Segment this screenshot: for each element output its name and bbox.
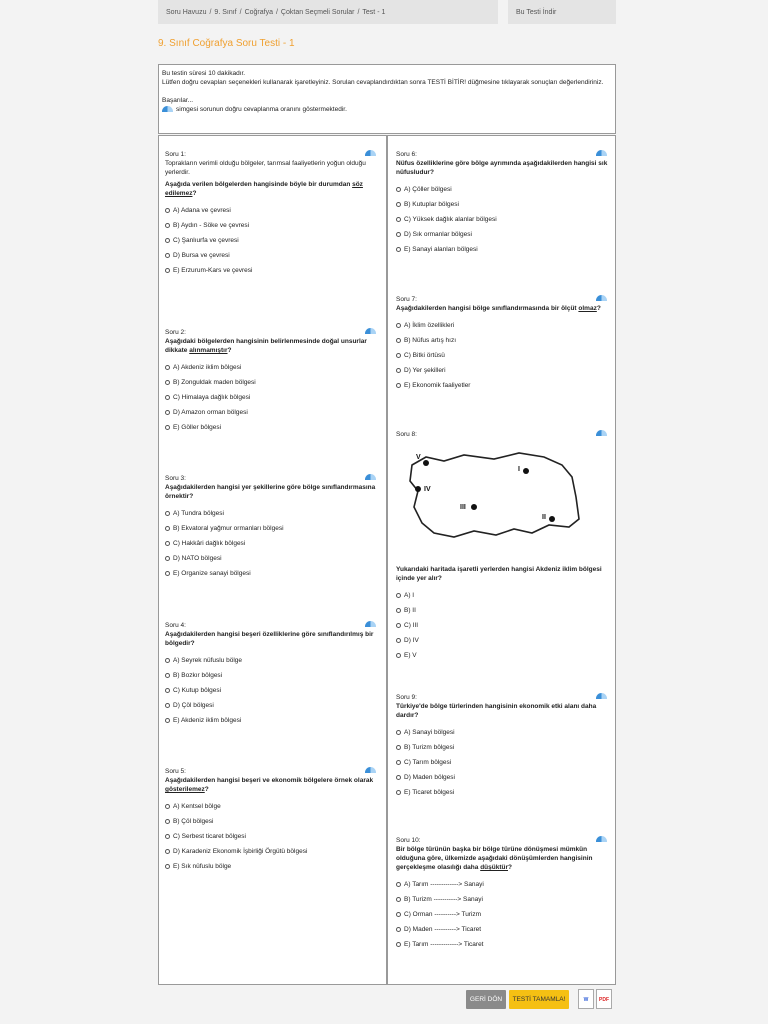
answer-option-label: E) Göller bölgesi [173, 424, 222, 431]
turkey-map-outline [404, 447, 584, 547]
answer-option[interactable] [396, 381, 608, 396]
answer-option-label: A) Kentsel bölge [173, 803, 221, 810]
map-label: III [460, 504, 466, 511]
answer-option[interactable] [165, 221, 377, 236]
radio-button[interactable] [165, 571, 170, 576]
questions-column-left [159, 136, 388, 984]
back-button[interactable]: GERİ DÖN [466, 990, 506, 1009]
radio-button[interactable] [396, 882, 401, 887]
answer-option[interactable] [396, 336, 608, 351]
radio-button[interactable] [165, 849, 170, 854]
radio-button[interactable] [396, 353, 401, 358]
success-rate-icon [365, 621, 376, 627]
answer-option[interactable] [165, 206, 377, 221]
success-rate-icon [365, 150, 376, 156]
answer-option[interactable] [165, 408, 377, 423]
breadcrumb-item: Test - 1 [362, 9, 386, 16]
answer-option[interactable] [396, 651, 608, 666]
question-number: Soru 2: [165, 329, 186, 336]
question-number: Soru 1: [165, 151, 186, 158]
answer-option-label: D) Maden ----------> Ticaret [404, 926, 482, 933]
answer-options [396, 591, 608, 666]
question-prompt: Bir bölge türünün başka bir bölge türüne dönüşmesi mümkün olduğuna göre, ülkemizde aşağıdaki dönüşümlerden hangisinin gerçekleşme olasılığı daha düşüktür? [396, 846, 593, 871]
radio-button[interactable] [396, 202, 401, 207]
answer-option[interactable] [396, 636, 608, 651]
answer-option-label: C) Bitki örtüsü [404, 352, 445, 359]
answer-option[interactable] [165, 509, 377, 524]
answer-option-label: C) Şanlıurfa ve çevresi [173, 237, 239, 244]
question-number: Soru 4: [165, 622, 186, 629]
radio-button[interactable] [396, 897, 401, 902]
radio-button[interactable] [165, 511, 170, 516]
answer-option-label: A) Akdeniz iklim bölgesi [173, 364, 242, 371]
intro-line: simgesi sorunun doğru cevaplanma oranını göstermektedir. [162, 105, 612, 114]
answer-option[interactable] [396, 910, 608, 925]
breadcrumb-item[interactable]: Çoktan Seçmeli Sorular [280, 9, 355, 16]
radio-button[interactable] [396, 942, 401, 947]
radio-button[interactable] [165, 864, 170, 869]
answer-option[interactable] [396, 621, 608, 636]
answer-option-label: E) Akdeniz iklim bölgesi [173, 717, 242, 724]
answer-option-label: B) Turizm bölgesi [404, 744, 455, 751]
answer-option-label: D) Amazon orman bölgesi [173, 409, 248, 416]
answer-option[interactable] [396, 788, 608, 803]
answer-option-label: A) Adana ve çevresi [173, 207, 231, 214]
answer-option-label: D) Maden bölgesi [404, 774, 455, 781]
radio-button[interactable] [165, 395, 170, 400]
success-rate-icon [596, 295, 607, 301]
question-5 [165, 767, 377, 877]
radio-button[interactable] [165, 819, 170, 824]
radio-button[interactable] [165, 425, 170, 430]
answer-option-label: A) Çöller bölgesi [404, 186, 452, 193]
map-label: II [542, 514, 546, 521]
question-number: Soru 3: [165, 475, 186, 482]
question-prompt: Türkiye'de bölge türlerinden hangisinin ekonomik etki alanı daha dardır? [396, 703, 597, 719]
answer-option[interactable] [165, 266, 377, 281]
radio-button[interactable] [165, 658, 170, 663]
answer-option[interactable] [165, 686, 377, 701]
questions-column-right [390, 136, 616, 984]
radio-button[interactable] [165, 703, 170, 708]
answer-option[interactable] [165, 393, 377, 408]
answer-option-label: E) Erzurum-Kars ve çevresi [173, 267, 253, 274]
answer-option-label: B) Nüfus artış hızı [404, 337, 457, 344]
answer-option-label: E) V [404, 652, 417, 659]
radio-button[interactable] [165, 410, 170, 415]
answer-option[interactable] [165, 671, 377, 686]
question-4 [165, 621, 377, 731]
question-number: Soru 5: [165, 768, 186, 775]
answer-option[interactable] [165, 569, 377, 584]
answer-option-label: A) Sanayi bölgesi [404, 729, 455, 736]
answer-options [165, 206, 377, 281]
answer-option[interactable] [396, 351, 608, 366]
radio-button[interactable] [165, 688, 170, 693]
answer-option-label: C) III [404, 622, 419, 629]
finish-test-button[interactable]: TESTİ TAMAMLA! [509, 990, 569, 1009]
radio-button[interactable] [165, 804, 170, 809]
question-1 [165, 150, 377, 281]
radio-button[interactable] [396, 217, 401, 222]
intro-line: Bu testin süresi 10 dakikadır. [162, 70, 246, 77]
answer-option[interactable] [396, 366, 608, 381]
answer-option-label: D) Karadeniz Ekonomik İşbirliği Örgütü bölgesi [173, 848, 308, 855]
question-prompt: Aşağıda verilen bölgelerden hangisinde böyle bir durumdan söz edilemez? [165, 181, 363, 197]
success-rate-icon [596, 430, 607, 436]
answer-option[interactable] [396, 606, 608, 621]
radio-button[interactable] [396, 368, 401, 373]
success-rate-icon [596, 693, 607, 699]
answer-option-label: E) Organize sanayi bölgesi [173, 570, 251, 577]
question-prompt: Nüfus özelliklerine göre bölge ayrımında aşağıdakilerden hangisi sık nüfusludur? [396, 160, 608, 176]
radio-button[interactable] [396, 730, 401, 735]
radio-button[interactable] [165, 365, 170, 370]
answer-option-label: A) Tarım -------------> Sanayi [404, 881, 484, 888]
success-rate-icon [596, 150, 607, 156]
question-8 [396, 430, 608, 666]
answer-option[interactable] [396, 185, 608, 200]
radio-button[interactable] [396, 760, 401, 765]
radio-button[interactable] [165, 556, 170, 561]
radio-button[interactable] [396, 187, 401, 192]
radio-button[interactable] [396, 323, 401, 328]
turkey-map [404, 447, 584, 547]
question-number: Soru 6: [396, 151, 417, 158]
answer-option[interactable] [396, 925, 608, 940]
radio-button[interactable] [165, 223, 170, 228]
success-rate-icon [162, 106, 173, 112]
radio-button[interactable] [396, 912, 401, 917]
pdf-download-icon[interactable]: PDF [596, 989, 612, 1009]
answer-option-label: E) Sık nüfuslu bölge [173, 863, 232, 870]
radio-button[interactable] [396, 638, 401, 643]
answer-options [165, 656, 377, 731]
answer-option[interactable] [396, 200, 608, 215]
answer-options [396, 880, 608, 955]
answer-option-label: D) Sık ormanlar bölgesi [404, 231, 472, 238]
answer-option[interactable] [165, 701, 377, 716]
answer-option-label: D) Yer şekilleri [404, 367, 446, 374]
answer-option-label: C) Himalaya dağlık bölgesi [173, 394, 251, 401]
question-7 [396, 295, 608, 396]
radio-button[interactable] [165, 718, 170, 723]
answer-options [165, 802, 377, 877]
intro-box [158, 64, 616, 134]
radio-button[interactable] [165, 834, 170, 839]
question-10 [396, 836, 608, 955]
radio-button[interactable] [165, 253, 170, 258]
intro-line: Lütfen doğru cevapları seçenekleri kullanarak işaretleyiniz. Sorulan cevaplandırdıktan sonra TESTİ BİTİR! düğmesine tıklayarak sonuçları değerlendiriniz. [162, 79, 604, 86]
question-number: Soru 7: [396, 296, 417, 303]
question-2 [165, 328, 377, 438]
question-prompt: Aşağıdakilerden hangisi yer şekillerine göre bölge sınıflandırmasına örnektir? [165, 484, 376, 500]
answer-option-label: C) Yüksek dağlık alanlar bölgesi [404, 216, 497, 223]
answer-option-label: B) Kutuplar bölgesi [404, 201, 459, 208]
success-rate-icon [365, 328, 376, 334]
answer-option[interactable] [165, 847, 377, 862]
radio-button[interactable] [165, 268, 170, 273]
question-prompt: Aşağıdakilerden hangisi beşeri özelliklerine göre sınıflandırılmış bir bölgedir? [165, 631, 374, 647]
answer-option-label: C) Hakkâri dağlık bölgesi [173, 540, 246, 547]
answer-option-label: E) Tarım -------------> Ticaret [404, 941, 484, 948]
answer-option[interactable] [165, 716, 377, 731]
radio-button[interactable] [396, 653, 401, 658]
answer-option-label: A) İklim özellikleri [404, 322, 455, 329]
answer-option[interactable] [165, 832, 377, 847]
radio-button[interactable] [396, 593, 401, 598]
answer-option[interactable] [165, 524, 377, 539]
radio-button[interactable] [396, 232, 401, 237]
answer-option-label: C) Tarım bölgesi [404, 759, 452, 766]
answer-option-label: B) Çöl bölgesi [173, 818, 214, 825]
answer-option-label: C) Orman ----------> Turizm [404, 911, 482, 918]
answer-option[interactable] [396, 773, 608, 788]
answer-option[interactable] [165, 251, 377, 266]
radio-button[interactable] [165, 541, 170, 546]
answer-option[interactable] [396, 940, 608, 955]
radio-button[interactable] [165, 526, 170, 531]
answer-option-label: D) Bursa ve çevresi [173, 252, 230, 259]
radio-button[interactable] [396, 608, 401, 613]
download-test-link[interactable]: Bu Testi İndir [508, 0, 616, 24]
answer-option-label: B) Aydın - Söke ve çevresi [173, 222, 250, 229]
answer-options [396, 728, 608, 803]
radio-button[interactable] [165, 380, 170, 385]
question-prompt: Yukarıdaki haritada işaretli yerlerden hangisi Akdeniz iklim bölgesi içinde yer alır? [396, 566, 602, 582]
intro-line: Başarılar... [162, 97, 194, 104]
answer-option[interactable] [165, 862, 377, 877]
breadcrumb-item[interactable]: Coğrafya [244, 9, 273, 16]
answer-option-label: B) II [404, 607, 416, 614]
question-prompt: Aşağıdakilerden hangisi bölge sınıflandırmasında bir ölçüt olmaz? [396, 305, 601, 312]
answer-option-label: E) Ticaret bölgesi [404, 789, 455, 796]
answer-option-label: C) Kutup bölgesi [173, 687, 222, 694]
map-label: I [518, 466, 520, 473]
answer-option[interactable] [396, 321, 608, 336]
question-number: Soru 8: [396, 431, 417, 438]
answer-option-label: D) NATO bölgesi [173, 555, 222, 562]
answer-option[interactable] [165, 656, 377, 671]
radio-button[interactable] [396, 247, 401, 252]
page-title: 9. Sınıf Coğrafya Soru Testi - 1 [158, 38, 295, 49]
answer-option[interactable] [165, 802, 377, 817]
breadcrumb: Soru Havuzu / 9. Sınıf / Coğrafya / Çoktan Seçmeli Sorular / Test - 1 [158, 0, 498, 24]
map-label: IV [424, 486, 431, 493]
question-6 [396, 150, 608, 260]
answer-option-label: A) Tundra bölgesi [173, 510, 224, 517]
answer-option-label: B) Bozkır bölgesi [173, 672, 223, 679]
answer-option[interactable] [396, 245, 608, 260]
answer-option[interactable] [165, 554, 377, 569]
answer-option-label: D) IV [404, 637, 419, 644]
answer-option[interactable] [396, 758, 608, 773]
radio-button[interactable] [396, 623, 401, 628]
radio-button[interactable] [396, 745, 401, 750]
answer-option-label: A) I [404, 592, 415, 599]
breadcrumb-item[interactable]: Soru Havuzu [166, 9, 207, 16]
question-number: Soru 9: [396, 694, 417, 701]
answer-option-label: B) Turizm -----------> Sanayi [404, 896, 483, 903]
radio-button[interactable] [396, 338, 401, 343]
answer-option[interactable] [165, 236, 377, 251]
answer-option-label: E) Sanayi alanları bölgesi [404, 246, 478, 253]
answer-option[interactable] [165, 817, 377, 832]
question-9 [396, 693, 608, 803]
answer-option-label: B) Zonguldak maden bölgesi [173, 379, 256, 386]
answer-option[interactable] [396, 728, 608, 743]
radio-button[interactable] [165, 673, 170, 678]
radio-button[interactable] [165, 208, 170, 213]
answer-option-label: C) Serbest ticaret bölgesi [173, 833, 246, 840]
answer-options [165, 363, 377, 438]
answer-option-label: D) Çöl bölgesi [173, 702, 214, 709]
answer-option[interactable] [396, 895, 608, 910]
answer-option[interactable] [396, 743, 608, 758]
answer-option-label: B) Ekvatoral yağmur ormanları bölgesi [173, 525, 284, 532]
radio-button[interactable] [165, 238, 170, 243]
answer-option[interactable] [396, 215, 608, 230]
question-number: Soru 10: [396, 837, 421, 844]
answer-option[interactable] [165, 539, 377, 554]
question-prompt: Aşağıdaki bölgelerden hangisinin belirlenmesinde doğal unsurlar dikkate alınmamıştır? [165, 338, 367, 354]
answer-option-label: A) Seyrek nüfuslu bölge [173, 657, 243, 664]
breadcrumb-item[interactable]: 9. Sınıf [214, 9, 237, 16]
radio-button[interactable] [396, 383, 401, 388]
word-download-icon[interactable]: W [578, 989, 594, 1009]
question-text: Toprakların verimli olduğu bölgeler, tarımsal faaliyetlerin yoğun olduğu yerlerdir. [165, 160, 366, 176]
question-3 [165, 474, 377, 584]
answer-option[interactable] [165, 363, 377, 378]
questions-area [158, 135, 616, 985]
answer-option[interactable] [165, 423, 377, 438]
map-label: V [416, 454, 421, 461]
radio-button[interactable] [396, 927, 401, 932]
question-prompt: Aşağıdakilerden hangisi beşeri ve ekonomik bölgelere örnek olarak gösterilemez? [165, 777, 374, 793]
answer-option[interactable] [396, 591, 608, 606]
answer-options [396, 185, 608, 260]
radio-button[interactable] [396, 775, 401, 780]
answer-option[interactable] [396, 230, 608, 245]
success-rate-icon [365, 767, 376, 773]
success-rate-icon [596, 836, 607, 842]
answer-option[interactable] [396, 880, 608, 895]
success-rate-icon [365, 474, 376, 480]
answer-option-label: E) Ekonomik faaliyetler [404, 382, 471, 389]
answer-options [396, 321, 608, 396]
answer-option[interactable] [165, 378, 377, 393]
answer-options [165, 509, 377, 584]
radio-button[interactable] [396, 790, 401, 795]
